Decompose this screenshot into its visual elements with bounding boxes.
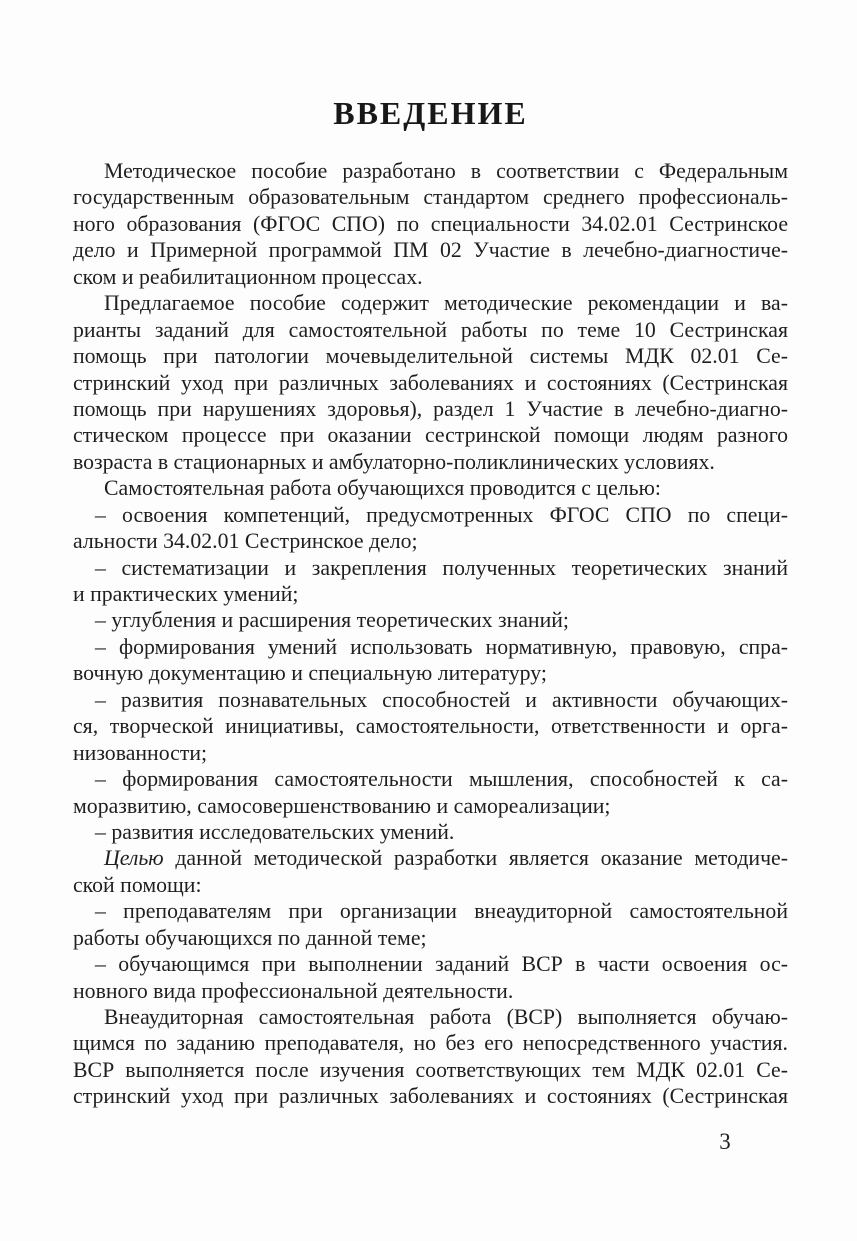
text-line: стринский уход при различных заболеваниях и состояниях (Сестринская [73, 370, 788, 395]
text-line: ской помощи: [73, 872, 202, 897]
list-item [73, 607, 788, 633]
list-item [73, 819, 788, 845]
text-line: – углубления и расширения теоретических знаний; [95, 608, 569, 633]
list-item [73, 687, 788, 766]
text-line: – преподавателям при организации внеаудиторной самостоятельной [95, 899, 788, 924]
paragraph [73, 475, 788, 501]
list-item [73, 766, 788, 819]
page-title: ВВЕДЕНИЕ [333, 95, 528, 131]
text-line: стическом процессе при оказании сестринской помощи людям разного [73, 423, 788, 448]
text-line: и практических умений; [73, 582, 299, 606]
text-line: Методическое пособие разработано в соответствии с Федеральным [104, 159, 788, 183]
text-line: стринский уход при различных заболеваниях и состояниях (Сестринская [73, 1084, 788, 1109]
text-line: моразвитию, самосовершенствованию и самореализации; [73, 793, 611, 818]
text-line [73, 845, 788, 871]
paragraph [73, 845, 788, 898]
paragraph [73, 1004, 788, 1110]
text-line: дело и Примерной программой ПМ 02 Участие в лечебно-диагностиче- [73, 238, 788, 263]
list-item [73, 555, 788, 608]
text-body [73, 158, 788, 1110]
text-line: помощь при патологии мочевыделительной системы МДК 02.01 Се- [73, 344, 788, 369]
page-number: 3 [719, 1129, 731, 1154]
text-line: работы обучающихся по данной теме; [73, 925, 427, 950]
text-line: ском и реабилитационном процессах. [73, 264, 423, 289]
text-line: – обучающимся при выполнении заданий ВСР в части освоения ос- [95, 952, 788, 977]
list-item [73, 898, 788, 951]
text-line: низованности; [73, 740, 208, 765]
paragraph [73, 290, 788, 475]
list-item [73, 502, 788, 555]
text-line: ного образования (ФГОС СПО) по специальности 34.02.01 Сестринское [73, 211, 788, 236]
text-line: государственным образовательным стандартом среднего профессиональ- [73, 185, 788, 210]
text-line: – развития познавательных способностей и активности обучающих- [95, 687, 788, 712]
text-line: ВСР выполняется после изучения соответствующих тем МДК 02.01 Се- [73, 1057, 788, 1082]
text-line: – систематизации и закрепления полученных теоретических знаний [95, 555, 788, 580]
text-run: данной методической разработки является оказание методиче- [163, 846, 788, 871]
emphasis-text: Целью [104, 846, 164, 871]
text-line: Внеаудиторная самостоятельная работа (ВСР) выполняется обучаю- [104, 1005, 788, 1029]
text-line: новного вида профессиональной деятельности. [73, 978, 514, 1003]
text-line: – формирования самостоятельности мышления, способностей к са- [95, 767, 788, 792]
text-line: помощь при нарушениях здоровья), раздел 1 Участие в лечебно-диагно- [73, 396, 788, 421]
text-line: – развития исследовательских умений. [95, 819, 455, 844]
text-line: – формирования умений использовать нормативную, правовую, спра- [95, 634, 788, 659]
list-item [73, 634, 788, 687]
text-line: щимся по заданию преподавателя, но без его непосредственного участия. [73, 1031, 788, 1056]
text-line: Самостоятельная работа обучающихся проводится с целью: [104, 476, 661, 501]
text-line: вочную документацию и специальную литературу; [73, 661, 547, 686]
text-line: возраста в стационарных и амбулаторно-поликлинических условиях. [73, 449, 715, 474]
text-line: рианты заданий для самостоятельной работы по теме 10 Сестринская [73, 317, 788, 342]
text-line: ся, творческой инициативы, самостоятельности, ответственности и орга- [73, 714, 788, 739]
text-line: альности 34.02.01 Сестринское дело; [73, 529, 418, 554]
text-line: – освоения компетенций, предусмотренных ФГОС СПО по специ- [95, 502, 788, 527]
text-line: Предлагаемое пособие содержит методические рекомендации и ва- [104, 291, 788, 316]
list-item [73, 951, 788, 1004]
paragraph [73, 158, 788, 290]
